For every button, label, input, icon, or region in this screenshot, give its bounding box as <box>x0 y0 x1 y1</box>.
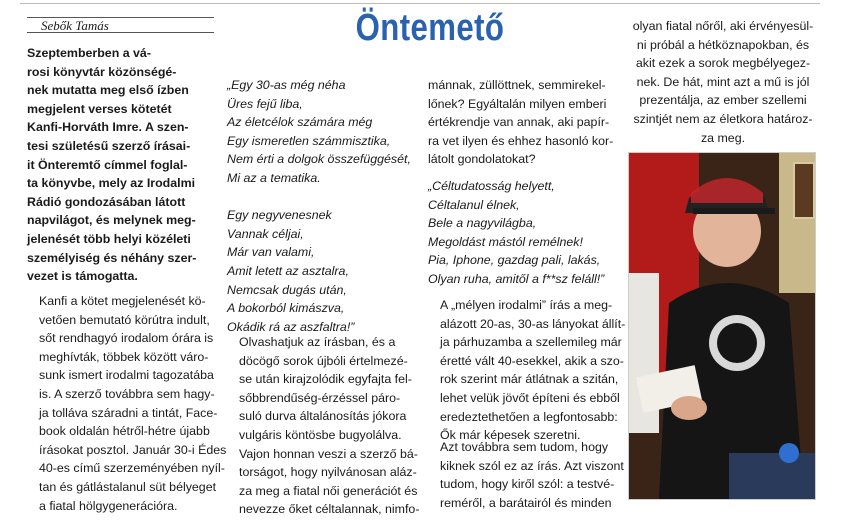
left-body-line: tan és gátlástalanul süt bélyeget <box>39 479 217 494</box>
far-right-line: za meg. <box>700 130 746 145</box>
left-body-line: vetően bemutató körútra indult, <box>39 312 210 327</box>
left-body-line: is. A szerző továbbra sem hagy- <box>39 386 215 401</box>
poem2-line: Bele a nagyvilágba, <box>428 216 537 231</box>
poem1-line: Amit letett az asztalra, <box>227 263 349 278</box>
right-body1-line: értékrendje van annak, aki papír- <box>428 115 610 130</box>
poem-excerpt-1 <box>227 76 417 336</box>
far-right-line: olyan fiatal nőről, aki érvényesül- <box>632 19 814 33</box>
poem1-line: Üres fejű liba, <box>227 96 303 111</box>
right-body2-line: rok szerint már átlátnak a szitán, <box>440 372 619 387</box>
body-paragraph-middle <box>227 333 420 519</box>
body-paragraph-far-right <box>628 17 818 147</box>
poem2-line: „Céltudatosság helyett, <box>428 179 555 193</box>
poem1-line: Mi az a tematika. <box>227 170 321 185</box>
right-body2-line: eredeztethetően a legfontosabb: <box>440 409 618 424</box>
mid-body-line: za meg a fiatal női generációt és <box>239 483 418 498</box>
right-body2-line: Ők már képesek szeretni. <box>440 428 581 443</box>
lead-line: személyiség és néhány szer- <box>27 250 197 265</box>
lead-line: Szeptemberben a vá- <box>27 46 151 60</box>
poem1-line: Egy negyvenesnek <box>227 208 332 223</box>
lead-paragraph <box>27 44 214 286</box>
mid-body-line: Vajon honnan veszi a szerző bá- <box>239 446 418 461</box>
left-body-line: meghívták, többek között váro- <box>39 349 209 364</box>
poem1-line: „Egy 30-as még néha <box>227 78 346 92</box>
right-body2-line: éretté vált 40-esekkel, akik a szo- <box>440 353 624 368</box>
top-rule <box>20 3 820 4</box>
lead-line: rosi könyvtár közönségé- <box>27 64 177 79</box>
lead-line: tesi születésű szerző írásai- <box>27 138 191 153</box>
mid-body-line: nevezze őket céltalannak, nimfo- <box>239 502 420 517</box>
poem-excerpt-2 <box>428 177 618 289</box>
right-body1-line: ra vet ilyen és ehhez hasonló kor- <box>428 133 614 148</box>
lead-line: Rádió gondozásában látott <box>27 194 186 209</box>
left-body-line: book oldalán hétről-hétre újabb <box>39 424 210 439</box>
right-body1-line: lőnek? Egyáltalán milyen emberi <box>428 96 607 111</box>
lead-line: jelenését több helyi közéleti <box>27 231 191 246</box>
right-body1-line: látolt gondolatokat? <box>428 152 536 167</box>
far-right-line: szintjét nem az életkora határoz- <box>633 111 813 126</box>
left-body-line: sőt rendhagyó irodalom órára is <box>39 331 214 346</box>
poem1-line: Nemcsak dugás után, <box>227 282 347 297</box>
poem1-line: Okádik rá az aszfaltra!” <box>227 319 355 334</box>
far-right-line: akit ezek a sorok megbélyegez- <box>635 56 811 71</box>
right-body2-line: ja párhuzamba a szellemileg már <box>440 335 622 350</box>
poem1-line: Nem érti a dolgok összefüggését, <box>227 152 411 167</box>
lead-line: napvilágot, és melynek meg- <box>27 213 196 228</box>
mid-body-line: torságot, hogy nyilvánosan aláz- <box>239 465 417 480</box>
right-body3-line: tudom, hogy kiről szól: a testvé- <box>440 477 615 492</box>
right-body2-line: alázott 20-as, 30-as lányokat állít- <box>440 316 626 331</box>
poem1-line: Vannak céljai, <box>227 226 304 241</box>
mid-body-line: Olvashatjuk az írásban, és a <box>239 335 396 349</box>
poem2-line: Céltalanul élnek, <box>428 197 520 212</box>
lead-line: nek mutatta meg első ízben <box>27 83 189 98</box>
body-paragraph-right-2 <box>428 296 626 445</box>
body-paragraph-right-3 <box>428 438 624 512</box>
mid-body-line: sőbbrendűség-érzéssel páro- <box>239 390 401 405</box>
poem2-line: Pia, Iphone, gazdag pali, lakás, <box>428 253 601 268</box>
lead-line: it Önteremtő címmel foglal- <box>27 157 188 172</box>
left-body-line: sunk ismert irodalmi tagozatába <box>39 368 214 383</box>
lead-line: ta könyvbe, mely az Irodalmi <box>27 176 196 191</box>
author-byline: Sebők Tamás <box>27 17 214 33</box>
right-body3-line: kiknek szól ez az írás. Azt viszont <box>440 458 624 473</box>
far-right-line: prezentálja, az ember szellemi <box>639 93 807 108</box>
article-title: Öntemető <box>355 7 505 49</box>
lead-line: megjelent verses kötetét <box>27 101 172 116</box>
far-right-line: ni próbál a hétköznapokban, és <box>636 37 810 52</box>
right-body3-line: reméről, a barátairól és minden <box>440 495 612 510</box>
poem1-line <box>227 188 417 207</box>
poem1-line: Egy ismeretlen számmisztika, <box>227 133 391 148</box>
left-body-line: ja tolláva száradni a tintát, Face- <box>39 405 218 420</box>
left-body-line: a fiatal hölgygenerációra. <box>39 498 178 513</box>
mid-body-line: suló durva általánosítás jókora <box>239 409 407 424</box>
left-body-line: írásokat posztol. Január 30-i Édes <box>39 442 227 457</box>
poem2-line: Megoldást mástól remélnek! <box>428 234 583 249</box>
lead-line: Kanfi-Horváth Imre. A szen- <box>27 120 189 135</box>
left-body-line: Kanfi a kötet megjelenését kö- <box>39 294 206 308</box>
poem1-line: Már van valami, <box>227 245 315 260</box>
mid-body-line: se után kirajzolódik egyfajta fel- <box>239 372 412 387</box>
body-paragraph-left <box>27 292 227 515</box>
left-body-line: 40-es című szerzeményében nyíl- <box>39 461 225 476</box>
mid-body-line: döcögő sorok újbóli értelmezé- <box>239 353 408 368</box>
author-photo <box>628 152 816 500</box>
right-body2-line: lehet velük jövőt építeni és ebből <box>440 390 620 405</box>
poem1-line: A bokorból kimászva, <box>227 301 345 316</box>
poem2-line: Olyan ruha, amitől a f**sz feláll!” <box>428 271 605 286</box>
lead-line: vezet is támogatta. <box>27 269 138 284</box>
right-body2-line: A „mélyen irodalmi” írás a meg- <box>440 298 613 312</box>
poem1-line: Az életcélok számára még <box>227 115 373 130</box>
body-paragraph-right-1 <box>428 76 618 169</box>
mid-body-line: vulgáris köntösbe bugyolálva. <box>239 427 402 442</box>
right-body3-line: Azt továbbra sem tudom, hogy <box>440 440 609 454</box>
right-body1-line: mánnak, züllöttnek, semmirekel- <box>428 78 606 92</box>
far-right-line: nek. De hát, mint azt a mű is jól <box>636 74 810 89</box>
